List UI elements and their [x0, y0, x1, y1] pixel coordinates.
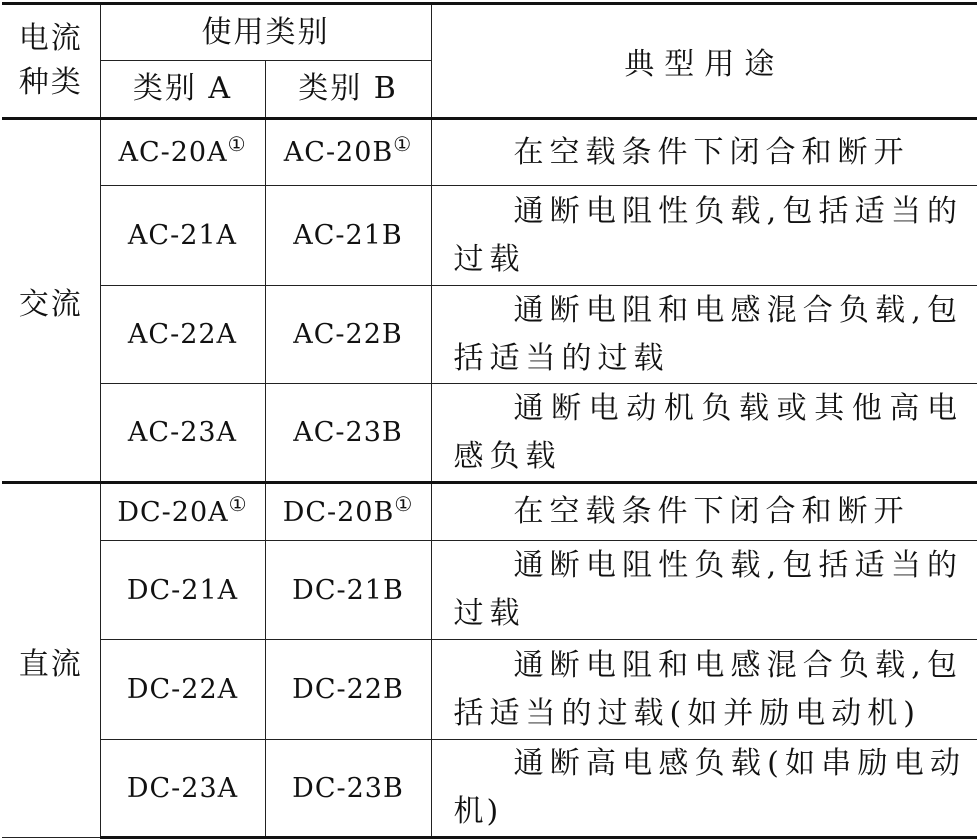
- category-b-cell: [265, 384, 431, 483]
- category-b-code: AC-21B: [293, 220, 403, 251]
- header-category-b: [265, 61, 431, 119]
- header-current-type: [2, 4, 100, 119]
- typical-use-cell: [431, 740, 977, 838]
- current-kind-label: 交流: [18, 286, 83, 322]
- current-kind-ac: [2, 119, 100, 483]
- typical-use-text: 通断电阻和电感混合负载,包括适当的过载(如并励电动机): [453, 647, 963, 731]
- table-row: [2, 119, 977, 186]
- header-category-a: [100, 61, 265, 119]
- category-b-code: AC-23B: [293, 417, 403, 448]
- category-a-code: DC-23A: [126, 772, 239, 804]
- typical-use-cell: [431, 186, 977, 286]
- category-a-code: AC-21A: [127, 220, 238, 251]
- category-a-cell: [100, 541, 265, 640]
- footnote-mark: ①: [394, 491, 414, 516]
- typical-use-text: 通断电阻性负载,包括适当的过载: [453, 548, 963, 631]
- category-a-code: DC-20A: [117, 496, 229, 528]
- footnote-mark: ①: [393, 132, 413, 156]
- category-a-code: DC-21A: [126, 574, 239, 606]
- typical-use-text: 通断电阻性负载,包括适当的过载: [453, 193, 963, 277]
- table-row: [2, 384, 977, 483]
- category-a-code: AC-23A: [127, 417, 238, 448]
- current-kind-dc: [2, 483, 100, 838]
- utilization-category-table: [2, 2, 977, 839]
- header-category: [100, 4, 431, 61]
- table-row: [2, 740, 977, 838]
- footnote-mark: ①: [228, 491, 248, 516]
- current-kind-label: 直流: [18, 646, 83, 682]
- category-a-cell: [100, 483, 265, 541]
- header-category-a-label: 类别 A: [132, 71, 233, 106]
- header-category-label: 使用类别: [201, 14, 330, 50]
- category-b-code: DC-23B: [292, 772, 404, 804]
- category-a-code: AC-22A: [127, 319, 238, 350]
- header-typical-use: [431, 4, 977, 119]
- typical-use-cell: [431, 483, 977, 541]
- category-a-cell: [100, 384, 265, 483]
- category-a-cell: [100, 286, 265, 384]
- footnote-mark: ①: [227, 132, 247, 156]
- header-category-b-label: 类别 B: [298, 71, 398, 106]
- category-a-cell: [100, 640, 265, 740]
- category-b-cell: [265, 640, 431, 740]
- table-row: [2, 186, 977, 286]
- category-a-cell: [100, 740, 265, 838]
- category-b-cell: [265, 186, 431, 286]
- category-b-code: DC-21B: [292, 574, 404, 606]
- header-row-1: [2, 4, 977, 61]
- header-typical-use-label: 典型用途: [624, 47, 785, 82]
- header-current-type-label: 电流 种类: [18, 21, 83, 100]
- category-b-cell: [265, 286, 431, 384]
- category-b-code: AC-20B: [283, 137, 394, 168]
- category-a-cell: [100, 186, 265, 286]
- typical-use-text: 通断高电感负载(如串励电动机): [453, 746, 963, 829]
- category-b-cell: [265, 483, 431, 541]
- table-row: [2, 640, 977, 740]
- category-a-cell: [100, 119, 265, 186]
- category-b-code: DC-20B: [282, 496, 395, 528]
- category-a-code: AC-20A: [118, 137, 228, 168]
- typical-use-text: 通断电动机负载或其他高电感负载: [453, 390, 963, 474]
- typical-use-text: 通断电阻和电感混合负载,包括适当的过载: [453, 292, 963, 376]
- typical-use-text: 在空载条件下闭合和断开: [513, 134, 910, 170]
- typical-use-text: 在空载条件下闭合和断开: [513, 494, 910, 529]
- table-row: [2, 483, 977, 541]
- category-b-code: AC-22B: [293, 319, 403, 350]
- category-b-cell: [265, 541, 431, 640]
- category-b-code: DC-22B: [292, 674, 404, 705]
- table-row: [2, 286, 977, 384]
- category-b-cell: [265, 119, 431, 186]
- category-b-cell: [265, 740, 431, 838]
- category-a-code: DC-22A: [126, 674, 239, 705]
- typical-use-cell: [431, 541, 977, 640]
- typical-use-cell: [431, 119, 977, 186]
- typical-use-cell: [431, 640, 977, 740]
- typical-use-cell: [431, 286, 977, 384]
- typical-use-cell: [431, 384, 977, 483]
- table-row: [2, 541, 977, 640]
